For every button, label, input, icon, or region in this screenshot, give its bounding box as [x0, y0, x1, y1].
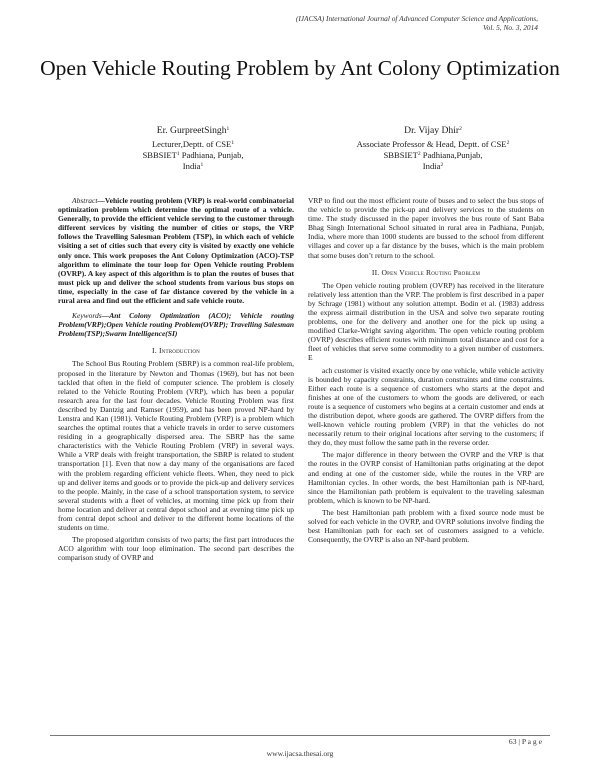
- journal-volume: Vol. 5, No. 3, 2014: [482, 23, 538, 32]
- left-column: [58, 196, 294, 562]
- journal-header: [118, 14, 538, 32]
- right-column: [308, 196, 544, 544]
- paragraph: VRP to find out the most efficient route of buses and to select the bus stops of the vehicle to provide the pick-up and delivery services to the students on time. The study discussed in the paper involves the bus route of Sant Baba Bhag Singh International School situated in rural area in Padhiana, Punjab, India, where more than 1000 students are bussed to the school from different villages and cover up a far distance by the buses, which is the main problem that some buses don’t return to the school.: [308, 196, 544, 260]
- author-role: Lecturer,Deptt. of CSE$^1$: [151, 139, 235, 149]
- page-number: 63 | P a g e: [508, 737, 542, 746]
- author-name: Dr. Vijay Dhir$^2$: [404, 125, 462, 136]
- author-institution: SBBSIET$^1$ Padhiana, Punjab,: [142, 149, 244, 160]
- author-country: India$^2$: [422, 160, 444, 171]
- author-role: Associate Professor & Head, Deptt. of CSE$^2$: [356, 139, 510, 149]
- paper-title: Open Vehicle Routing Problem by Ant Colony Optimization: [40, 56, 560, 80]
- author-country: India$^1$: [182, 160, 204, 171]
- section-heading-ovrp: II. Open Vehicle Routing Problem: [371, 267, 481, 277]
- paragraph: The proposed algorithm consists of two parts; the first part introduces the ACO algorithm with tour loop elimination. The second part describes the comparison study of OVRP and: [58, 535, 294, 563]
- keywords: Keywords—Ant Colony Optimization (ACO); Vehicle routing Problem(VRP);Open Vehicle routing Problem(OVRP); Travelling Salesman Problem(TSP);Swarm Intelligence(SI): [58, 311, 294, 339]
- author-institution: SBBSIET$^2$ Padhiana,Punjab,: [383, 149, 483, 160]
- abstract: Abstract—Vehicle routing problem (VRP) is real-world combinatorial optimization problem which determine the optimal route of a vehicle. Generally, to provide the efficient vehicle serving to the customer through different services by visiting the number of cities or stops, the VRP follows the Travelling Salesman Problem (TSP), in which each of vehicle visiting a set of cities such that every city is visited by exactly one vehicle only once. This work proposes the Ant Colony Optimization (ACO)-TSP algorithm to eliminate the tour loop for Open Vehicle routing Problem (OVRP). A key aspect of this algorithm is to plan the routes of buses that must pick up and deliver the school students from various bus stops on time, especially in the case of far distance covered by the vehicle in a rural area and find out the efficient and safe vehicle route.: [58, 196, 294, 306]
- paragraph: ach customer is visited exactly once by one vehicle, while vehicle activity is bounded by capacity constraints, duration constraints and time constraints. Either each route is a sequence of customers who starts at the depot and finishes at one of the customers to whom the goods are delivered, or each route is a sequence of customers who begins at a certain customer and ends at the distribution depot, where goods are gathered. The OVRP differs from the well-known vehicle routing problem (VRP) in that the vehicles do not necessarily return to their original locations after serving to the customers; if they do, they must follow the same path in the reverse order.: [308, 365, 545, 448]
- author-name: Er. GurpreetSingh$^1$: [156, 125, 230, 136]
- author-block-2: [328, 124, 538, 171]
- paragraph: The major difference in theory between the OVRP and the VRP is that the routes in the OVRP consist of Hamiltonian paths originating at the depot and ending at one of the customer side, while the routes in the VRP are Hamiltonian cycles. In other words, the best Hamiltonian path is NP-hard, since the Hamiltonian path problem is equivalent to the traveling salesman problem, which is known to be NP-hard.: [308, 450, 544, 505]
- author-block-1: [88, 124, 298, 171]
- journal-url: www.ijacsa.thesai.org: [266, 749, 334, 758]
- footer-divider: [50, 735, 550, 736]
- paragraph: The best Hamiltonian path problem with a fixed source node must be solved for each vehicle in the OVRP, and OVRP solutions involve finding the best Hamiltonian path for each set of customers assigned to a vehicle. Consequently, the OVRP is also an NP-hard problem.: [308, 507, 544, 545]
- section-heading-introduction: I. Introduction: [152, 346, 200, 356]
- journal-name: (IJACSA) International Journal of Advanced Computer Science and Applications,: [295, 14, 538, 23]
- paragraph: The Open vehicle routing problem (OVRP) has received in the literature relatively less attention than the VRP. The problem is first described in a paper by Schrage (1981) without any solution attempt. Bodin et al. (1983) address the express airmail distribution in the USA and solve two separate routing problems, one for the delivery and another one for the pick up using a modified Clarke-Wright saving algorithm. The open vehicle routing problem (OVRP) describes efficient routes with minimum total distance and cost for a fleet of vehicles that serve some commodity to a given number of customers. E: [308, 280, 544, 363]
- paragraph: The School Bus Routing Problem (SBRP) is a common real-life problem, proposed in the literature by Newton and Thomas (1969), but has not been tackled that often in the field of computer science. The problem is closely related to the Vehicle Routing Problem (VRP), which has been a popular research area for the last four decades. Vehicle Routing Problem was first described by Dantzig and Ramser (1959), and has been proved NP-hard by Lenstra and Kan (1981). Vehicle Routing Problem (VRP) is a problem which searches the optimal routes that a vehicle travels in order to serve customers residing in a geographically dispersed area. The SBRP has the same characteristics with the Vehicle Routing Problem (VRP) in several ways. While a VRP deals with freight transportation, the SBRP is related to student transportation [1]. Even that now a day many of the organisations are faced with the problem regarding efficient vehicle fleets. When, they need to pick up and deliver items and goods or to provide the pick-up and delivery services to the people. Mainly, in the case of a school transportation system, to service several students with a fleet of vehicles, at morning time pick up from their home location and deliver at central depot school and at evening time pick up from central depot school and deliver to the different home locations of the students on time.: [58, 359, 294, 533]
